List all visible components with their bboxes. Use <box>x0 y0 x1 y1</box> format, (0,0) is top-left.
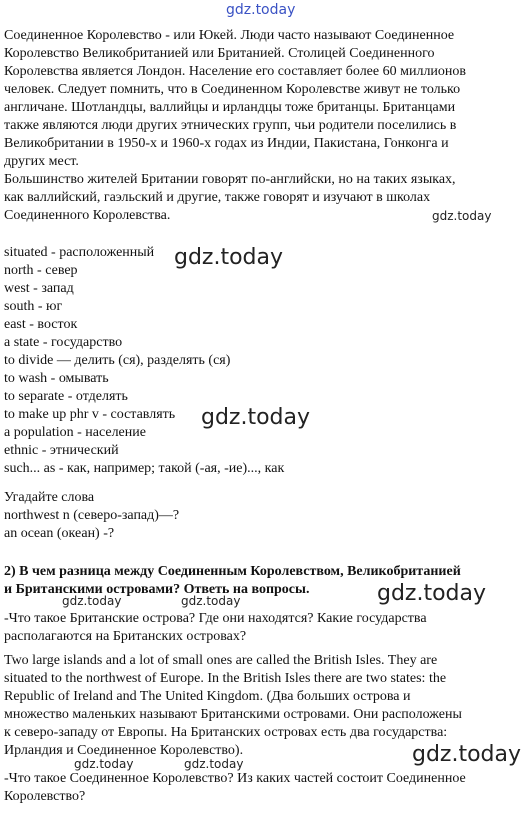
watermark: gdz.today <box>184 757 244 771</box>
answer-paragraph: Two large islands and a lot of small ones are called the British Isles. They are situated to the northwest of Europe. In the British Isles there are two states: the Republic of Ireland and The United Kingdom. (Два больших острова и множество маленьких называют Британскими островами. Они расположены к северо-западу от Европы. На Британских островах есть два государства: Ирландия и Соединенное Королевство). <box>4 653 462 758</box>
intro-paragraph: Соединенное Королевство - или Юкей. Люди часто называют Соединенное Королевство Великобританией или Британией. Столицей Соединенного Королевства является Лондон. Население его составляет более 60 миллионов человек. Следует помнить, что в Соединенном Королевстве живут не только англичане. Шотландцы, валлийцы и ирландцы тоже британцы. Британцами также являются люди других этнических групп, чьи родители поселились в Великобритании в 1950-х и 1960-х годах из Индии, Пакистана, Гонконга и других мест. Большинство жителей Британии говорят по-английски, но на таких языках, как валлийский, гаэльский и другие, также говорят и изучают в школах Соединенного Королевства. <box>4 28 467 223</box>
watermark: gdz.today <box>201 405 311 430</box>
watermark: gdz.today <box>62 594 122 608</box>
watermark: gdz.today <box>74 757 134 771</box>
question-heading: 2) В чем разница между Соединенным Королевством, Великобританией и Британскими островами? Ответь на вопросы. <box>4 564 461 597</box>
question-united-kingdom: -Что такое Соединенное Королевство? Из каких частей состоит Соединенное Королевство? <box>4 771 466 804</box>
watermark: gdz.today <box>181 594 241 608</box>
watermark-top: gdz.today <box>226 2 296 18</box>
watermark: gdz.today <box>412 742 522 767</box>
watermark: gdz.today <box>432 209 492 223</box>
guess-words-section: Угадайте слова northwest n (северо-запад)—? an ocean (океан) -? <box>4 490 180 541</box>
watermark: gdz.today <box>377 581 487 606</box>
question-british-isles: -Что такое Британские острова? Где они находятся? Какие государства располагаются на Британских островах? <box>4 611 427 644</box>
vocabulary-list: situated - расположенный north - север west - запад south - юг east - восток a state - государство to divide — делить (ся), разделять (ся) to wash - омывать to separate - отделять to make up phr v - составлять a population - население ethnic - этнический such... as - как, например; такой (-ая, -ие)..., как <box>4 245 285 476</box>
watermark: gdz.today <box>174 245 284 270</box>
